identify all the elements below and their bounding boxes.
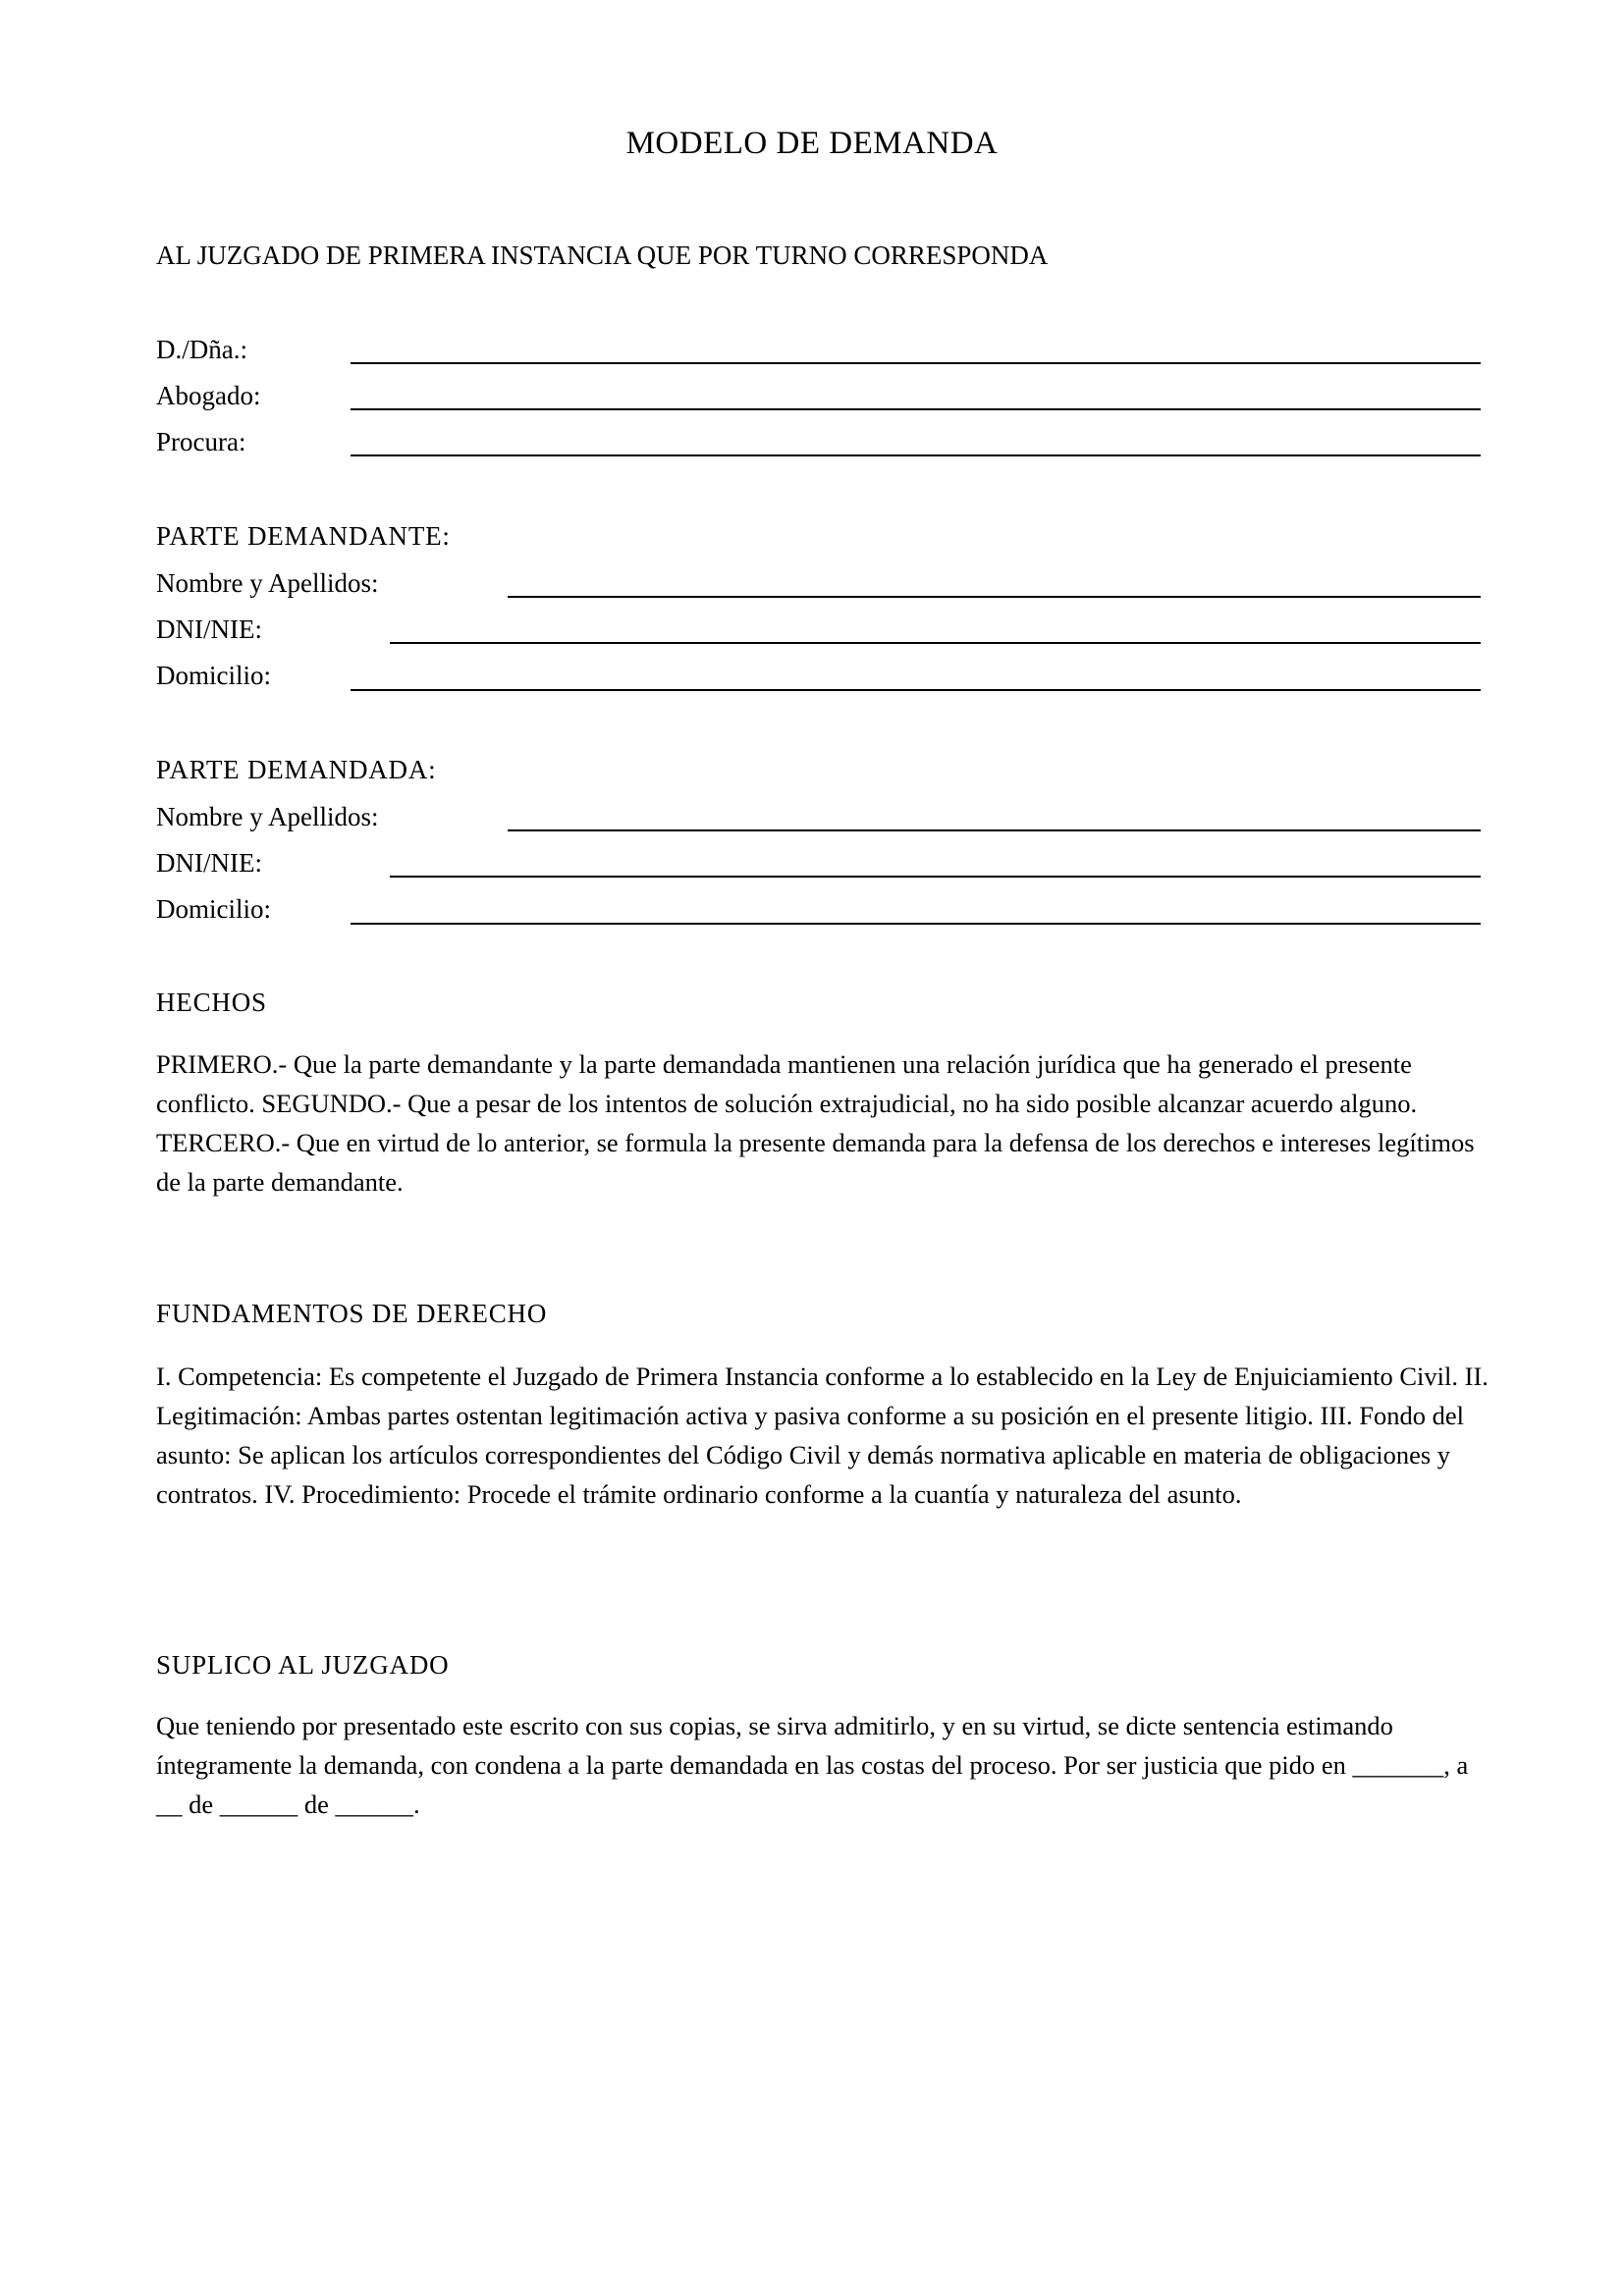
defendant-id-label: DNI/NIE: [156,848,262,878]
defendant-id-blank-line [390,876,1481,878]
lawyer-blank-line [351,408,1481,410]
legal-grounds-paragraph: I. Competencia: Es competente el Juzgado de Primera Instancia conforme a lo establecido en la Ley de Enjuiciamiento Civil. II. Legitimación: Ambas partes ostentan legitimación activa y pasiva conforme a su posición en el presente litigio. III. Fondo del asunto: Se aplican los artículos correspondientes del Código Civil y demás normativa aplicable en materia de obligaciones y contratos. IV. Procedimiento: Procede el trámite ordinario conforme a la cuantía y naturaleza del asunto. [156,1362,1489,1509]
defendant-heading: PARTE DEMANDADA: [156,755,437,784]
facts-paragraph: PRIMERO.- Que la parte demandante y la parte demandada mantienen una relación jurídica que ha generado el presente conflicto. SEGUNDO.- Que a pesar de los intentos de solución extrajudicial, no ha sido posible alcanzar acuerdo alguno. TERCERO.- Que en virtud de lo anterior, se formula la presente demanda para la defensa de los derechos e intereses legítimos de la parte demandante. [156,1049,1475,1197]
plaintiff-name-blank-line [508,596,1481,598]
defendant-address-blank-line [351,923,1481,925]
defendant-name-label: Nombre y Apellidos: [156,802,379,831]
plaintiff-name-label: Nombre y Apellidos: [156,568,379,598]
procurator-label: Procura: [156,427,246,456]
addressee: AL JUZGADO DE PRIMERA INSTANCIA QUE POR TURNO CORRESPONDA [156,240,1049,270]
plaintiff-address-label: Domicilio: [156,661,271,690]
petition-heading: SUPLICO AL JUZGADO [156,1650,450,1680]
name-blank-line [351,362,1481,364]
petition-paragraph: Que teniendo por presentado este escrito con sus copias, se sirva admitirlo, y en su virtud, se dicte sentencia estimando íntegramente la demanda, con condena a la parte demandada en las costas del proceso. Por ser justicia que pido en _______, a __ de ______ de ______. [156,1711,1469,1819]
plaintiff-address-blank-line [351,689,1481,691]
defendant-name-blank-line [508,829,1481,831]
plaintiff-heading: PARTE DEMANDANTE: [156,521,451,551]
facts-heading: HECHOS [156,988,267,1017]
document-title: MODELO DE DEMANDA [625,126,999,161]
plaintiff-id-blank-line [390,642,1481,644]
defendant-address-label: Domicilio: [156,894,271,924]
legal-grounds-heading: FUNDAMENTOS DE DERECHO [156,1299,548,1328]
plaintiff-id-label: DNI/NIE: [156,614,262,644]
procurator-blank-line [351,454,1481,456]
name-label: D./Dña.: [156,335,247,364]
lawyer-label: Abogado: [156,381,261,410]
